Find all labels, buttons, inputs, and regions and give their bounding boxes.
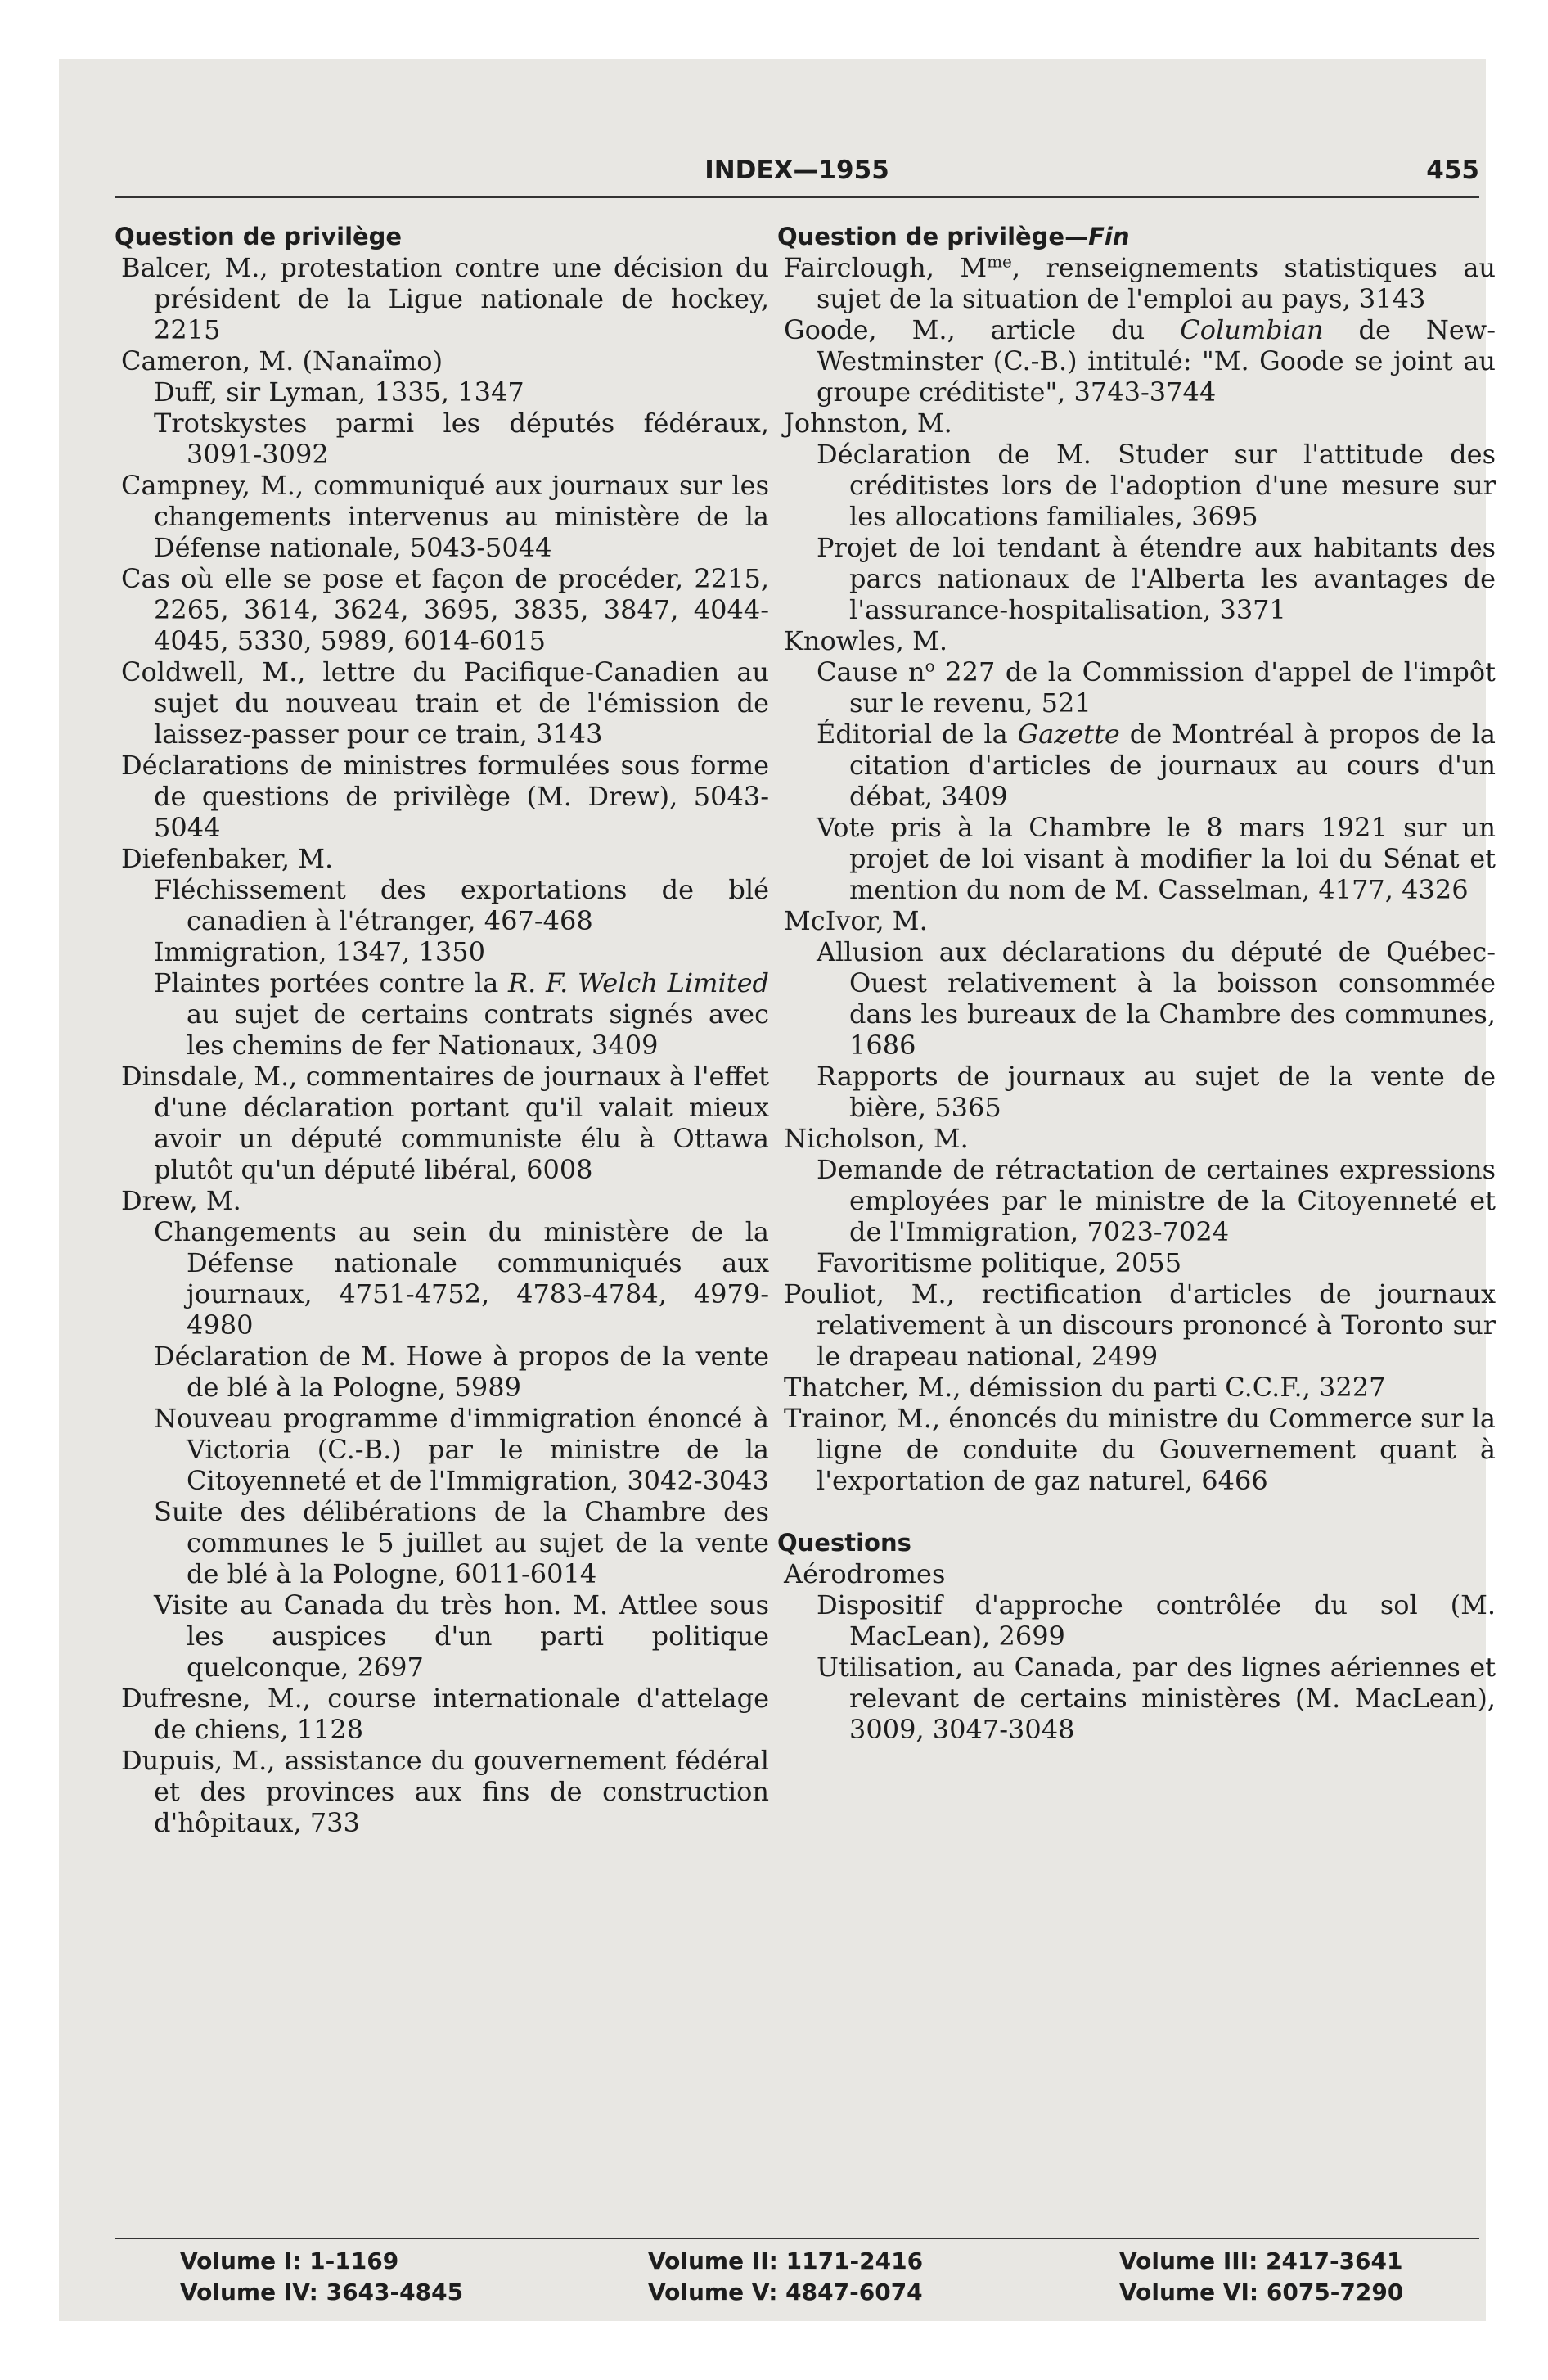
volume-legend [115, 2246, 1479, 2311]
entry-text: Éditorial de la [817, 719, 1018, 750]
entry-italic: R. F. Welch Limited [508, 967, 769, 998]
volume-column [648, 2246, 923, 2308]
index-entry: Dupuis, M., assistance du gouvernement fédéral et des provinces aux fins de construction d'hôpitaux, 733 [121, 1745, 769, 1838]
entry-text: Cause n [817, 656, 925, 687]
section-heading: Question de privilège [115, 223, 403, 250]
index-subentry [777, 656, 1496, 719]
entry-text: Fairclough, M [784, 252, 988, 283]
index-entry: Déclarations de ministres formulées sous forme de questions de privilège (M. Drew), 5043-5044 [121, 750, 769, 843]
index-subentry: Rapports de journaux au sujet de la vente de bière, 5365 [817, 1061, 1496, 1123]
index-entry: Dufresne, M., course internationale d'attelage de chiens, 1128 [121, 1683, 769, 1745]
index-subentry: Vote pris à la Chambre le 8 mars 1921 sur un projet de loi visant à modifier la loi du Sénat et mention du nom de M. Casselman, 4177, 4326 [817, 812, 1496, 905]
index-entry: McIvor, M. [784, 905, 928, 936]
index-entry: Cameron, M. (Nanaïmo) [121, 345, 443, 376]
header-rule [115, 196, 1479, 198]
index-subentry: Changements au sein du ministère de la Défense nationale communiqués aux journaux, 4751-4752, 4783-4784, 4979-4980 [154, 1216, 769, 1341]
volume-range: Volume III: 2417-3641 [1119, 2247, 1403, 2274]
index-entry: Dinsdale, M., commentaires de journaux à l'effet d'une déclaration portant qu'il valait mieux avoir un député communiste élu à Ottawa plutôt qu'un député libéral, 6008 [121, 1061, 769, 1185]
index-subentry: Suite des délibérations de la Chambre des communes le 5 juillet au sujet de la vente de blé à la Pologne, 6011-6014 [154, 1496, 769, 1589]
index-subentry: Dispositif d'approche contrôlée du sol (M. MacLean), 2699 [817, 1589, 1496, 1652]
index-subentry: Trotskystes parmi les députés fédéraux, 3091-3092 [154, 408, 769, 470]
section-gap [777, 1496, 1496, 1527]
volume-column [180, 2246, 463, 2308]
index-subentry: Allusion aux déclarations du député de Québec-Ouest relativement à la boisson consommée dans les bureaux de la Chambre des communes, 1686 [817, 936, 1496, 1061]
index-entry: Pouliot, M., rectification d'articles de journaux relativement à un discours prononcé à Toronto sur le drapeau national, 2499 [784, 1278, 1496, 1372]
entry-text: Plaintes portées contre la [154, 967, 508, 998]
index-entry: Trainor, M., énoncés du ministre du Commerce sur la ligne de conduite du Gouvernement quant à l'exportation de gaz naturel, 6466 [784, 1403, 1496, 1496]
index-entry: Thatcher, M., démission du parti C.C.F., 3227 [784, 1372, 1386, 1403]
index-entry: Coldwell, M., lettre du Pacifique-Canadien au sujet du nouveau train et de l'émission de laissez-passer pour ce train, 3143 [121, 656, 769, 750]
index-subentry: Projet de loi tendant à étendre aux habitants des parcs nationaux de l'Alberta les avantages de l'assurance-hospitalisation, 3371 [817, 532, 1496, 625]
entry-italic: Columbian [1180, 314, 1324, 345]
footer-rule [115, 2238, 1479, 2239]
scanned-page [59, 59, 1496, 2321]
entry-text: de New-Westminster (C.-B.) intitulé: "M. Goode se joint au groupe créditiste", 3743-3744 [817, 314, 1496, 408]
page-title: INDEX—1955 [704, 156, 889, 185]
entry-text: Goode, M., article du [784, 314, 1181, 345]
index-subentry: Favoritisme politique, 2055 [817, 1247, 1182, 1278]
index-entry: Balcer, M., protestation contre une décision du président de la Ligue nationale de hockey, 2215 [121, 252, 769, 345]
index-subentry: Visite au Canada du très hon. M. Attlee sous les auspices d'un parti politique quelconque, 2697 [154, 1589, 769, 1683]
volume-range: Volume V: 4847-6074 [648, 2279, 923, 2306]
index-entry [777, 252, 1496, 314]
volume-range: Volume II: 1171-2416 [648, 2247, 924, 2274]
index-subentry: Immigration, 1347, 1350 [154, 936, 485, 967]
index-subentry: Déclaration de M. Studer sur l'attitude des créditistes lors de l'adoption d'une mesure sur les allocations familiales, 3695 [817, 439, 1496, 532]
heading-italic: Fin [1088, 223, 1130, 250]
index-subentry: Duff, sir Lyman, 1335, 1347 [154, 376, 524, 408]
index-subentry: Fléchissement des exportations de blé canadien à l'étranger, 467-468 [154, 874, 769, 936]
section-heading: Questions [777, 1529, 911, 1557]
index-entry: Cas où elle se pose et façon de procéder, 2215, 2265, 3614, 3624, 3695, 3835, 3847, 4044-4045, 5330, 5989, 6014-6015 [121, 563, 769, 656]
index-entry [777, 314, 1496, 408]
section-heading [777, 221, 1496, 252]
volume-range: Volume IV: 3643-4845 [180, 2279, 464, 2306]
entry-text: au sujet de certains contrats signés avec les chemins de fer Nationaux, 3409 [187, 998, 769, 1061]
left-column [115, 221, 769, 1838]
entry-text: de Montréal à propos de la citation d'articles de journaux au cours d'un débat, 3409 [849, 719, 1496, 812]
index-subentry [777, 719, 1496, 812]
page-number: 455 [1426, 156, 1479, 185]
right-column [777, 221, 1496, 1745]
superscript: o [925, 656, 935, 676]
index-entry: Drew, M. [121, 1185, 241, 1216]
index-entry: Aérodromes [784, 1558, 946, 1589]
entry-text: , renseignements statistiques au sujet de la situation de l'emploi au pays, 3143 [817, 252, 1496, 314]
superscript: me [987, 251, 1012, 272]
index-subentry: Déclaration de M. Howe à propos de la vente de blé à la Pologne, 5989 [154, 1341, 769, 1403]
volume-range: Volume I: 1-1169 [180, 2247, 399, 2274]
volume-range: Volume VI: 6075-7290 [1119, 2279, 1404, 2306]
index-entry: Knowles, M. [784, 625, 948, 656]
running-header [115, 156, 1479, 195]
index-subentry: Nouveau programme d'immigration énoncé à Victoria (C.-B.) par le ministre de la Citoyenneté et de l'Immigration, 3042-3043 [154, 1403, 769, 1496]
index-entry: Diefenbaker, M. [121, 843, 334, 874]
index-subentry: Demande de rétractation de certaines expressions employées par le ministre de la Citoyenneté et de l'Immigration, 7023-7024 [817, 1154, 1496, 1247]
volume-column [1119, 2246, 1403, 2308]
index-subentry [115, 967, 769, 1061]
index-entry: Johnston, M. [784, 408, 952, 439]
index-subentry: Utilisation, au Canada, par des lignes aériennes et relevant de certains ministères (M. MacLean), 3009, 3047-3048 [817, 1652, 1496, 1745]
heading-text: Question de privilège— [777, 223, 1089, 250]
index-entry: Campney, M., communiqué aux journaux sur les changements intervenus au ministère de la Défense nationale, 5043-5044 [121, 470, 769, 563]
entry-text: 227 de la Commission d'appel de l'impôt sur le revenu, 521 [849, 656, 1496, 719]
index-entry: Nicholson, M. [784, 1123, 969, 1154]
entry-italic: Gazette [1017, 719, 1120, 750]
